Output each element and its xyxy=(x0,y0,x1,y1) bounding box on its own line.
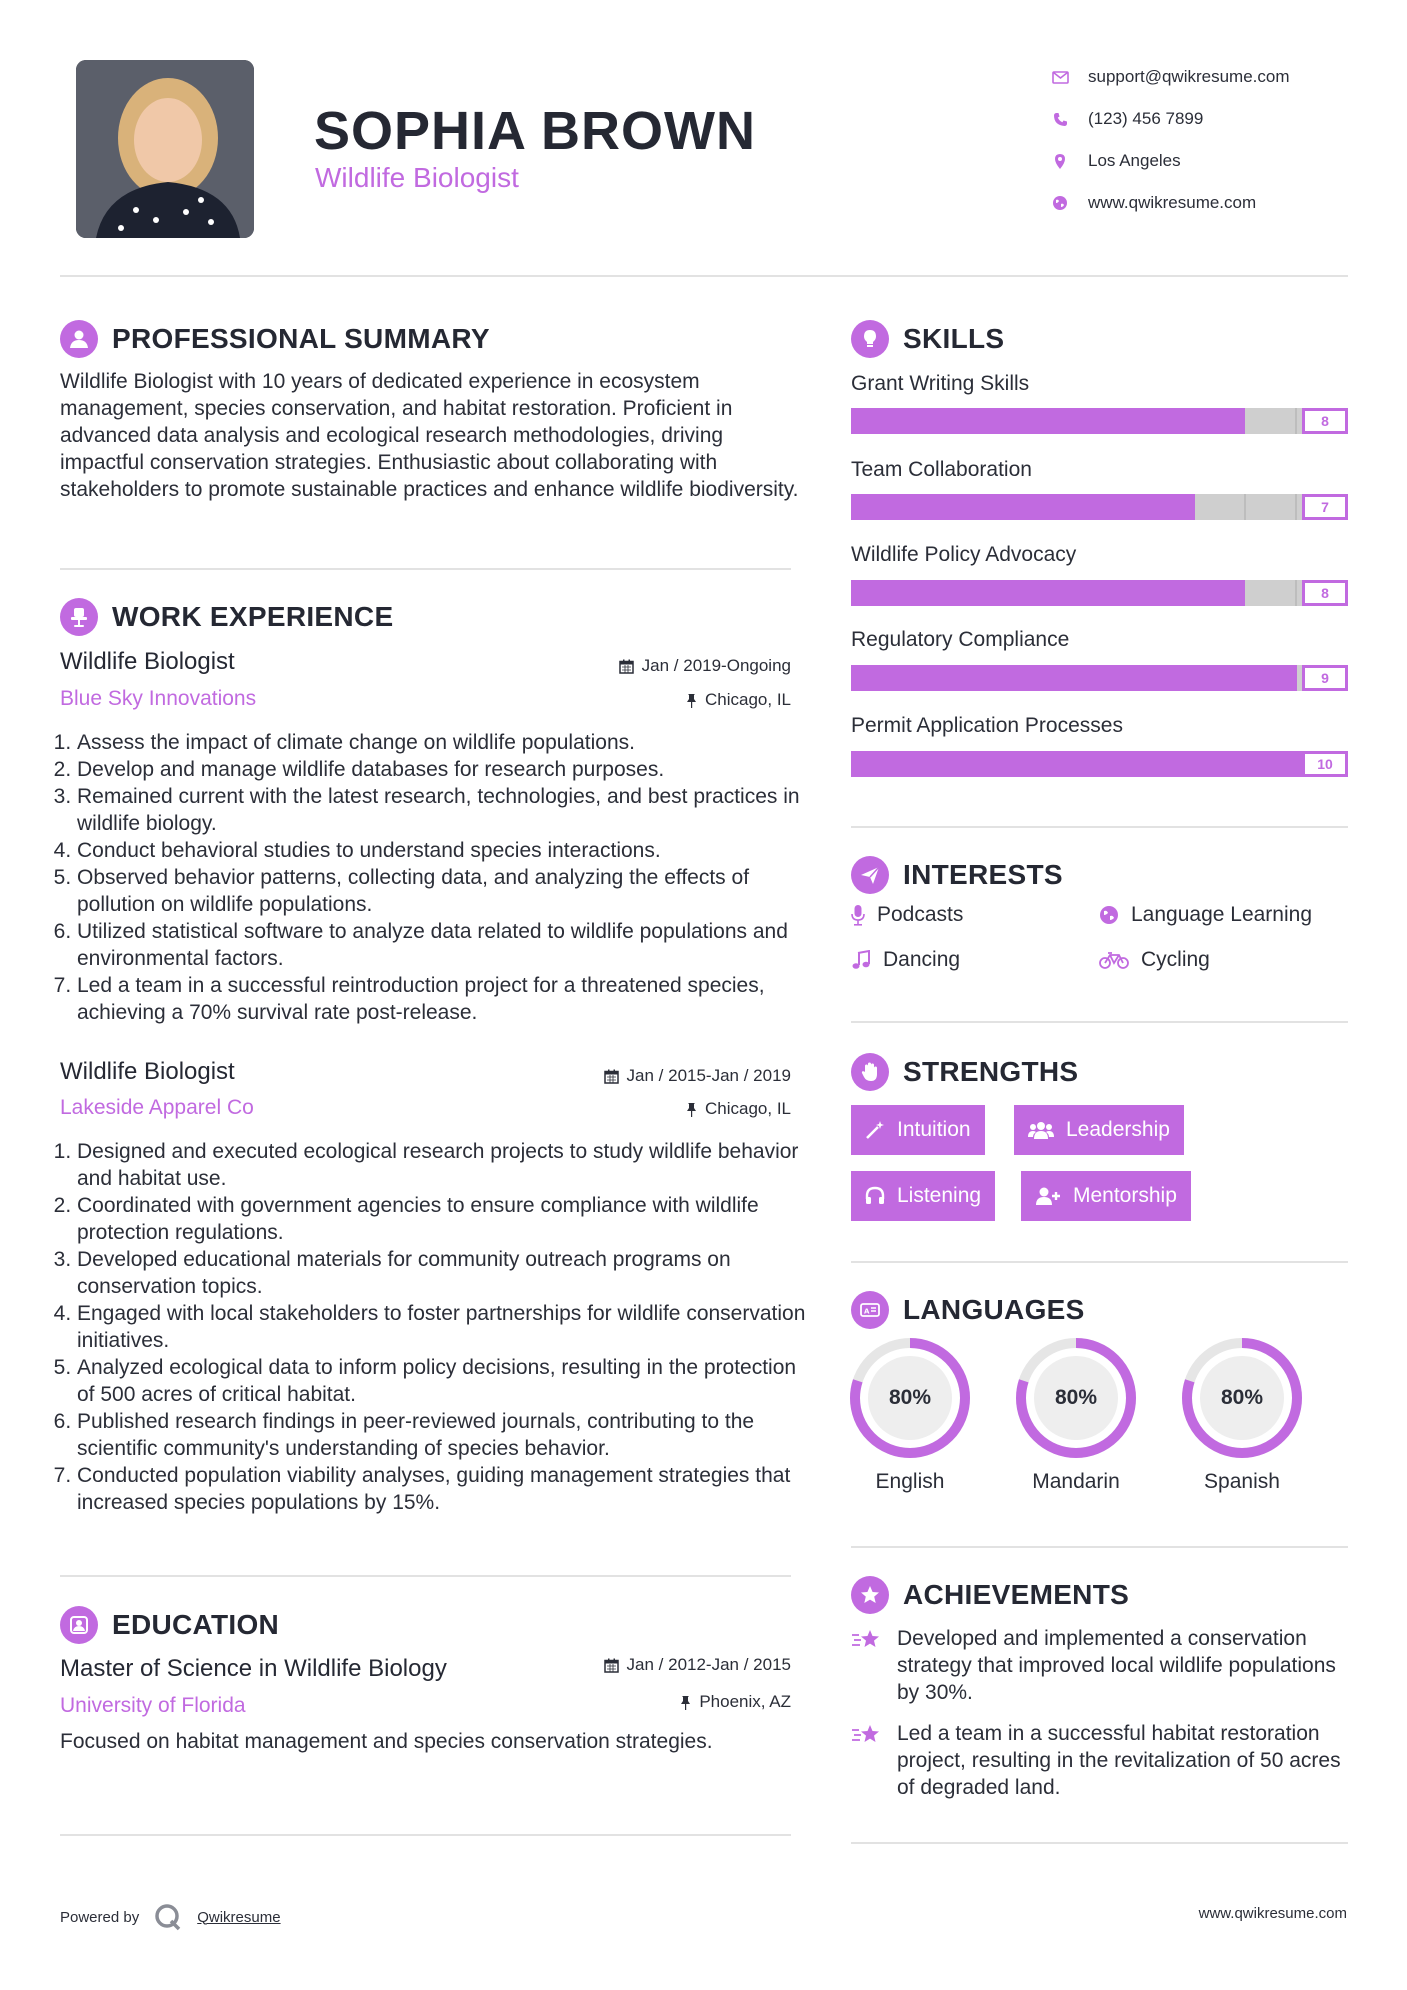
skill-bar-segment xyxy=(1097,580,1146,606)
pushpin-icon xyxy=(680,1695,691,1710)
skill-2-score: 7 xyxy=(1302,494,1348,520)
footer-website[interactable]: www.qwikresume.com xyxy=(1198,1905,1347,1922)
skill-bar-segment xyxy=(950,408,999,434)
language-spanish-ring xyxy=(1180,1336,1304,1460)
languages-heading: A LANGUAGES xyxy=(851,1291,1085,1329)
skill-5-name: Permit Application Processes xyxy=(851,714,1123,737)
job-1-title: Wildlife Biologist xyxy=(60,648,235,675)
skills-divider xyxy=(851,826,1348,828)
list-item: 3. Developed educational materials for community outreach programs on conservation topics. xyxy=(77,1246,817,1300)
skill-bar-segment xyxy=(1245,408,1296,434)
globe-icon xyxy=(1050,193,1070,213)
user-icon xyxy=(60,320,98,358)
contact-phone[interactable] xyxy=(1050,98,1290,140)
shooting-star-icon xyxy=(851,1722,883,1748)
achievement-1: Developed and implemented a conservation strategy that improved local wildlife populations by 30%. xyxy=(851,1625,1351,1706)
education-location: Phoenix, AZ xyxy=(680,1692,791,1712)
list-item: 2. Develop and manage wildlife databases for research purposes. xyxy=(77,756,817,783)
list-item: 6. Utilized statistical software to analyze data related to wildlife populations and environmental factors. xyxy=(77,918,817,972)
skill-3-score: 8 xyxy=(1302,580,1348,606)
job-1-company: Blue Sky Innovations xyxy=(60,687,257,710)
skill-bar-segment xyxy=(1099,665,1149,691)
interest-dancing: Dancing xyxy=(851,948,960,972)
job-1-responsibilities xyxy=(54,729,817,1026)
skill-bar-segment xyxy=(950,665,1000,691)
skill-bar-segment xyxy=(1100,751,1150,777)
star-badge-icon xyxy=(851,1576,889,1614)
skill-1-name: Grant Writing Skills xyxy=(851,372,1030,395)
skill-bar-segment xyxy=(998,494,1047,520)
language-english xyxy=(848,1336,972,1494)
language-card-icon xyxy=(851,1291,889,1329)
envelope-icon xyxy=(1050,67,1070,87)
list-item: 3. Remained current with the latest research, technologies, and best practices in wildlife biology. xyxy=(77,783,817,837)
skill-2-bar xyxy=(851,494,1348,520)
calendar-icon xyxy=(604,1658,619,1673)
contact-website-text: www.qwikresume.com xyxy=(1088,193,1257,212)
strength-leadership: Leadership xyxy=(1014,1105,1184,1155)
skill-bar-segment xyxy=(1195,494,1246,520)
strengths-divider xyxy=(851,1261,1348,1263)
music-note-icon xyxy=(851,950,871,970)
chair-icon xyxy=(60,598,98,636)
skill-bar-segment xyxy=(1047,494,1096,520)
skill-bar-segment xyxy=(949,494,998,520)
skills-heading: SKILLS xyxy=(851,320,1004,358)
microphone-icon xyxy=(851,904,865,926)
interest-podcasts: Podcasts xyxy=(851,903,963,927)
skill-bar-segment xyxy=(1199,751,1249,777)
strength-mentorship: Mentorship xyxy=(1021,1171,1191,1221)
pushpin-icon xyxy=(686,1102,697,1117)
skill-4-name: Regulatory Compliance xyxy=(851,628,1070,651)
skill-bar-segment xyxy=(851,665,901,691)
candidate-name: SOPHIA BROWN xyxy=(314,101,756,161)
skill-bar-segment xyxy=(851,751,901,777)
languages-divider xyxy=(851,1546,1348,1548)
skill-3-bar xyxy=(851,580,1348,606)
users-icon xyxy=(1028,1120,1054,1140)
education-school: University of Florida xyxy=(60,1694,246,1717)
footer-powered-by xyxy=(60,1902,281,1932)
skill-bar-segment xyxy=(1149,751,1199,777)
interests-divider xyxy=(851,1021,1348,1023)
skill-bar-segment xyxy=(851,580,900,606)
profile-photo xyxy=(76,60,254,238)
skill-bar-segment xyxy=(1049,665,1099,691)
skill-bar-segment xyxy=(900,494,949,520)
list-item: 1. Assess the impact of climate change on wildlife populations. xyxy=(77,729,817,756)
list-item: 5. Analyzed ecological data to inform policy decisions, resulting in the protection of 500 acres of critical habitat. xyxy=(77,1354,817,1408)
skill-3-name: Wildlife Policy Advocacy xyxy=(851,543,1077,566)
skill-bar-segment xyxy=(851,494,900,520)
achievements-heading: ACHIEVEMENTS xyxy=(851,1576,1129,1614)
list-item: 4. Conduct behavioral studies to understand species interactions. xyxy=(77,837,817,864)
skill-bar-segment xyxy=(1096,494,1145,520)
bicycle-icon xyxy=(1099,951,1129,969)
user-plus-icon xyxy=(1035,1186,1061,1206)
skill-bar-segment xyxy=(1245,580,1296,606)
globe-icon xyxy=(1099,905,1119,925)
achievements-divider xyxy=(851,1842,1348,1844)
list-item: 7. Conducted population viability analyses, guiding management strategies that increased species populations by 15%. xyxy=(77,1462,817,1516)
skill-bar-segment xyxy=(900,580,949,606)
education-heading: EDUCATION xyxy=(60,1606,279,1644)
interests-heading: INTERESTS xyxy=(851,856,1063,894)
experience-divider xyxy=(60,1575,791,1577)
summary-heading: PROFESSIONAL SUMMARY xyxy=(60,320,490,358)
candidate-title: Wildlife Biologist xyxy=(315,162,519,193)
language-spanish-name: Spanish xyxy=(1204,1470,1280,1493)
skill-bar-segment xyxy=(1147,580,1196,606)
skill-5-bar xyxy=(851,751,1348,777)
skill-bar-segment xyxy=(1196,580,1245,606)
contact-location-text: Los Angeles xyxy=(1088,151,1181,170)
summary-divider xyxy=(60,568,791,570)
summary-text: Wildlife Biologist with 10 years of dedicated experience in ecosystem management, species conservation, and habitat restoration. Proficient in advanced data analysis and ecological research methodologies, driving impactful conservation strategies. Enthusiastic about collaborating with stakeholders to promote sustainable practices and enhance wildlife biodiversity. xyxy=(60,370,799,501)
language-english-name: English xyxy=(875,1470,945,1493)
skill-bar-segment xyxy=(1000,751,1050,777)
language-mandarin xyxy=(1014,1336,1138,1494)
qwikresume-logo-icon xyxy=(153,1902,183,1932)
skill-bar-segment xyxy=(1000,665,1050,691)
shooting-star-icon xyxy=(851,1627,883,1653)
skill-bar-segment xyxy=(1246,494,1297,520)
education-degree: Master of Science in Wildlife Biology xyxy=(60,1655,447,1682)
pushpin-icon xyxy=(686,693,697,708)
skill-bar-segment xyxy=(999,408,1048,434)
contact-location xyxy=(1050,140,1290,182)
skill-bar-segment xyxy=(851,408,900,434)
skill-bar-segment xyxy=(901,751,951,777)
lightbulb-icon xyxy=(851,320,889,358)
calendar-icon xyxy=(619,659,634,674)
skill-bar-segment xyxy=(1148,665,1198,691)
list-item: 6. Published research findings in peer-reviewed journals, contributing to the scientific community's understanding of species behavior. xyxy=(77,1408,817,1462)
list-item: 2. Coordinated with government agencies to ensure compliance with wildlife protection regulations. xyxy=(77,1192,817,1246)
calendar-icon xyxy=(604,1069,619,1084)
skill-bar-segment xyxy=(1048,580,1097,606)
skill-1-score: 8 xyxy=(1302,408,1348,434)
education-divider xyxy=(60,1834,791,1836)
list-item: 7. Led a team in a successful reintroduction project for a threatened species, achieving a 70% survival rate post-release. xyxy=(77,972,817,1026)
profile-photo-image xyxy=(76,60,254,238)
strength-listening: Listening xyxy=(851,1171,995,1221)
paper-plane-icon xyxy=(851,856,889,894)
education-date: Jan / 2012-Jan / 2015 xyxy=(604,1655,791,1675)
skill-bar-segment xyxy=(1146,494,1195,520)
contact-phone-text: (123) 456 7899 xyxy=(1088,109,1204,128)
language-mandarin-ring xyxy=(1014,1336,1138,1460)
skill-bar-segment xyxy=(1048,408,1097,434)
footer-brand-link[interactable]: Qwikresume xyxy=(197,1908,281,1926)
job-2-date: Jan / 2015-Jan / 2019 xyxy=(604,1066,791,1086)
job-2-company: Lakeside Apparel Co xyxy=(60,1096,254,1119)
contact-email[interactable] xyxy=(1050,56,1290,98)
svg-text:A: A xyxy=(864,1307,870,1316)
skill-bar-segment xyxy=(1247,665,1297,691)
footer-powered-label: Powered by xyxy=(60,1908,140,1926)
strengths-heading: STRENGTHS xyxy=(851,1053,1078,1091)
language-mandarin-percent: 80% xyxy=(1054,1386,1098,1409)
phone-icon xyxy=(1050,109,1070,129)
graduate-icon xyxy=(60,1606,98,1644)
education-description: Focused on habitat management and species conservation strategies. xyxy=(60,1730,713,1753)
language-spanish xyxy=(1180,1336,1304,1494)
skill-4-score: 9 xyxy=(1302,665,1348,691)
skill-4-bar xyxy=(851,665,1348,691)
skill-bar-segment xyxy=(1050,751,1100,777)
job-2-responsibilities xyxy=(54,1138,817,1516)
skill-bar-segment xyxy=(900,408,949,434)
list-item: 4. Engaged with local stakeholders to foster partnerships for wildlife conservation initiatives. xyxy=(77,1300,817,1354)
list-item: 5. Observed behavior patterns, collecting data, and analyzing the effects of pollution on wildlife populations. xyxy=(77,864,817,918)
skill-bar-segment xyxy=(950,751,1000,777)
hand-icon xyxy=(851,1053,889,1091)
skill-bar-segment xyxy=(1097,408,1146,434)
experience-heading: WORK EXPERIENCE xyxy=(60,598,393,636)
job-1-location: Chicago, IL xyxy=(686,690,791,710)
interest-language-learning: Language Learning xyxy=(1099,903,1312,927)
job-1-date: Jan / 2019-Ongoing xyxy=(619,656,791,676)
interest-cycling: Cycling xyxy=(1099,948,1210,972)
achievement-2: Led a team in a successful habitat restoration project, resulting in the revitalization of 50 acres of degraded land. xyxy=(851,1720,1351,1801)
skill-bar-segment xyxy=(1198,665,1248,691)
magic-wand-icon xyxy=(865,1120,885,1140)
job-2-title: Wildlife Biologist xyxy=(60,1058,235,1085)
language-spanish-percent: 80% xyxy=(1220,1386,1264,1409)
skill-bar-segment xyxy=(1249,751,1299,777)
header-divider xyxy=(60,275,1348,277)
contact-list xyxy=(1050,56,1290,224)
skill-bar-segment xyxy=(1196,408,1245,434)
skill-1-bar xyxy=(851,408,1348,434)
language-mandarin-name: Mandarin xyxy=(1032,1470,1120,1493)
skill-bar-segment xyxy=(1147,408,1196,434)
skill-5-score: 10 xyxy=(1302,751,1348,777)
job-2-location: Chicago, IL xyxy=(686,1099,791,1119)
skill-bar-segment xyxy=(999,580,1048,606)
language-english-percent: 80% xyxy=(888,1386,932,1409)
skill-bar-segment xyxy=(901,665,951,691)
contact-email-text: support@qwikresume.com xyxy=(1088,67,1290,86)
map-pin-icon xyxy=(1050,151,1070,171)
strength-intuition: Intuition xyxy=(851,1105,985,1155)
headphones-icon xyxy=(865,1186,885,1206)
skill-2-name: Team Collaboration xyxy=(851,458,1032,481)
contact-website[interactable] xyxy=(1050,182,1290,224)
skill-bar-segment xyxy=(950,580,999,606)
list-item: 1. Designed and executed ecological research projects to study wildlife behavior and habitat use. xyxy=(77,1138,817,1192)
language-english-ring xyxy=(848,1336,972,1460)
